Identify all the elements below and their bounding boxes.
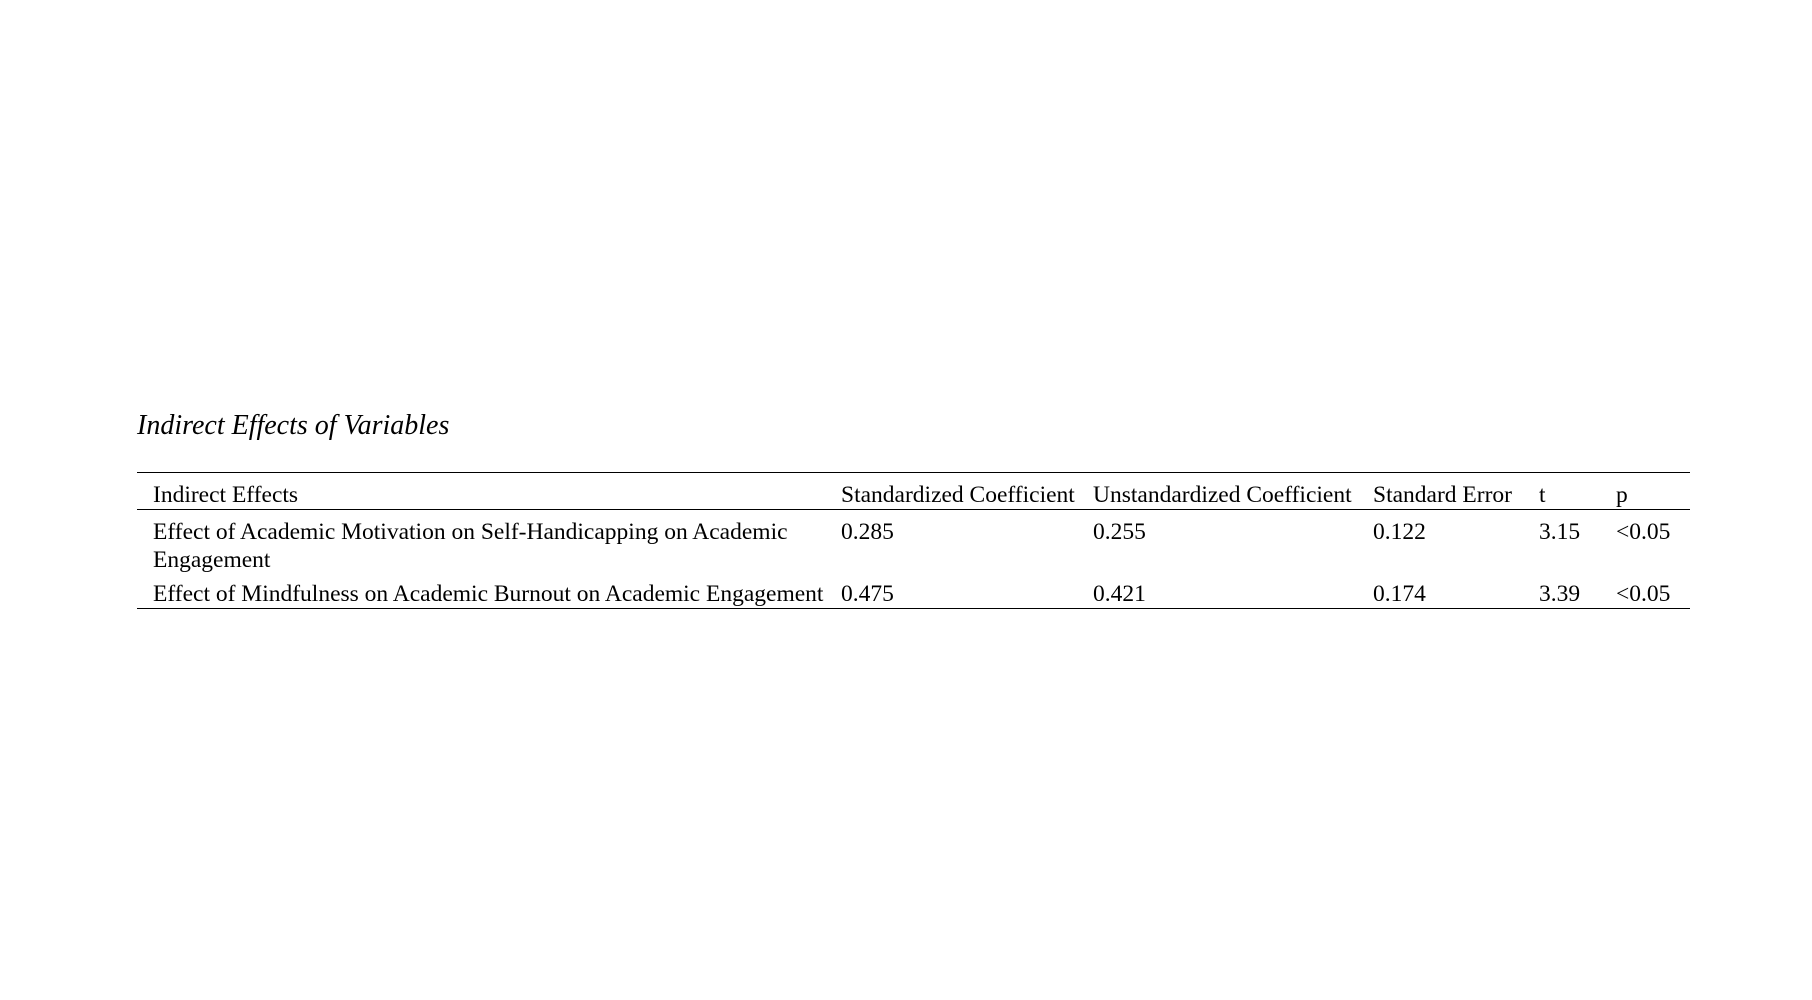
header-standardized-coefficient: Standardized Coefficient — [841, 482, 1075, 508]
indirect-effects-table — [137, 472, 1690, 609]
cell-standard-error: 0.122 — [1373, 519, 1426, 545]
header-t: t — [1539, 482, 1546, 508]
table-row — [137, 510, 1690, 581]
table-row — [137, 580, 1690, 609]
cell-effect: Effect of Mindfulness on Academic Burnout on Academic Engagement — [153, 581, 824, 607]
header-unstandardized-coefficient: Unstandardized Coefficient — [1093, 482, 1352, 508]
header-standard-error: Standard Error — [1373, 482, 1512, 508]
cell-standard-error: 0.174 — [1373, 581, 1426, 607]
header-p: p — [1616, 482, 1628, 508]
table-header-row — [137, 473, 1690, 510]
cell-p: <0.05 — [1616, 519, 1671, 545]
table-title: Indirect Effects of Variables — [137, 410, 450, 441]
header-indirect-effects: Indirect Effects — [153, 482, 299, 508]
cell-unstandardized: 0.255 — [1093, 519, 1146, 545]
cell-p: <0.05 — [1616, 581, 1671, 607]
cell-effect: Effect of Academic Motivation on Self-Handicapping on Academic Engagement — [153, 519, 788, 573]
cell-t: 3.15 — [1539, 519, 1581, 545]
cell-unstandardized: 0.421 — [1093, 581, 1146, 607]
cell-standardized: 0.475 — [841, 581, 894, 607]
cell-t: 3.39 — [1539, 581, 1581, 607]
cell-standardized: 0.285 — [841, 519, 894, 545]
